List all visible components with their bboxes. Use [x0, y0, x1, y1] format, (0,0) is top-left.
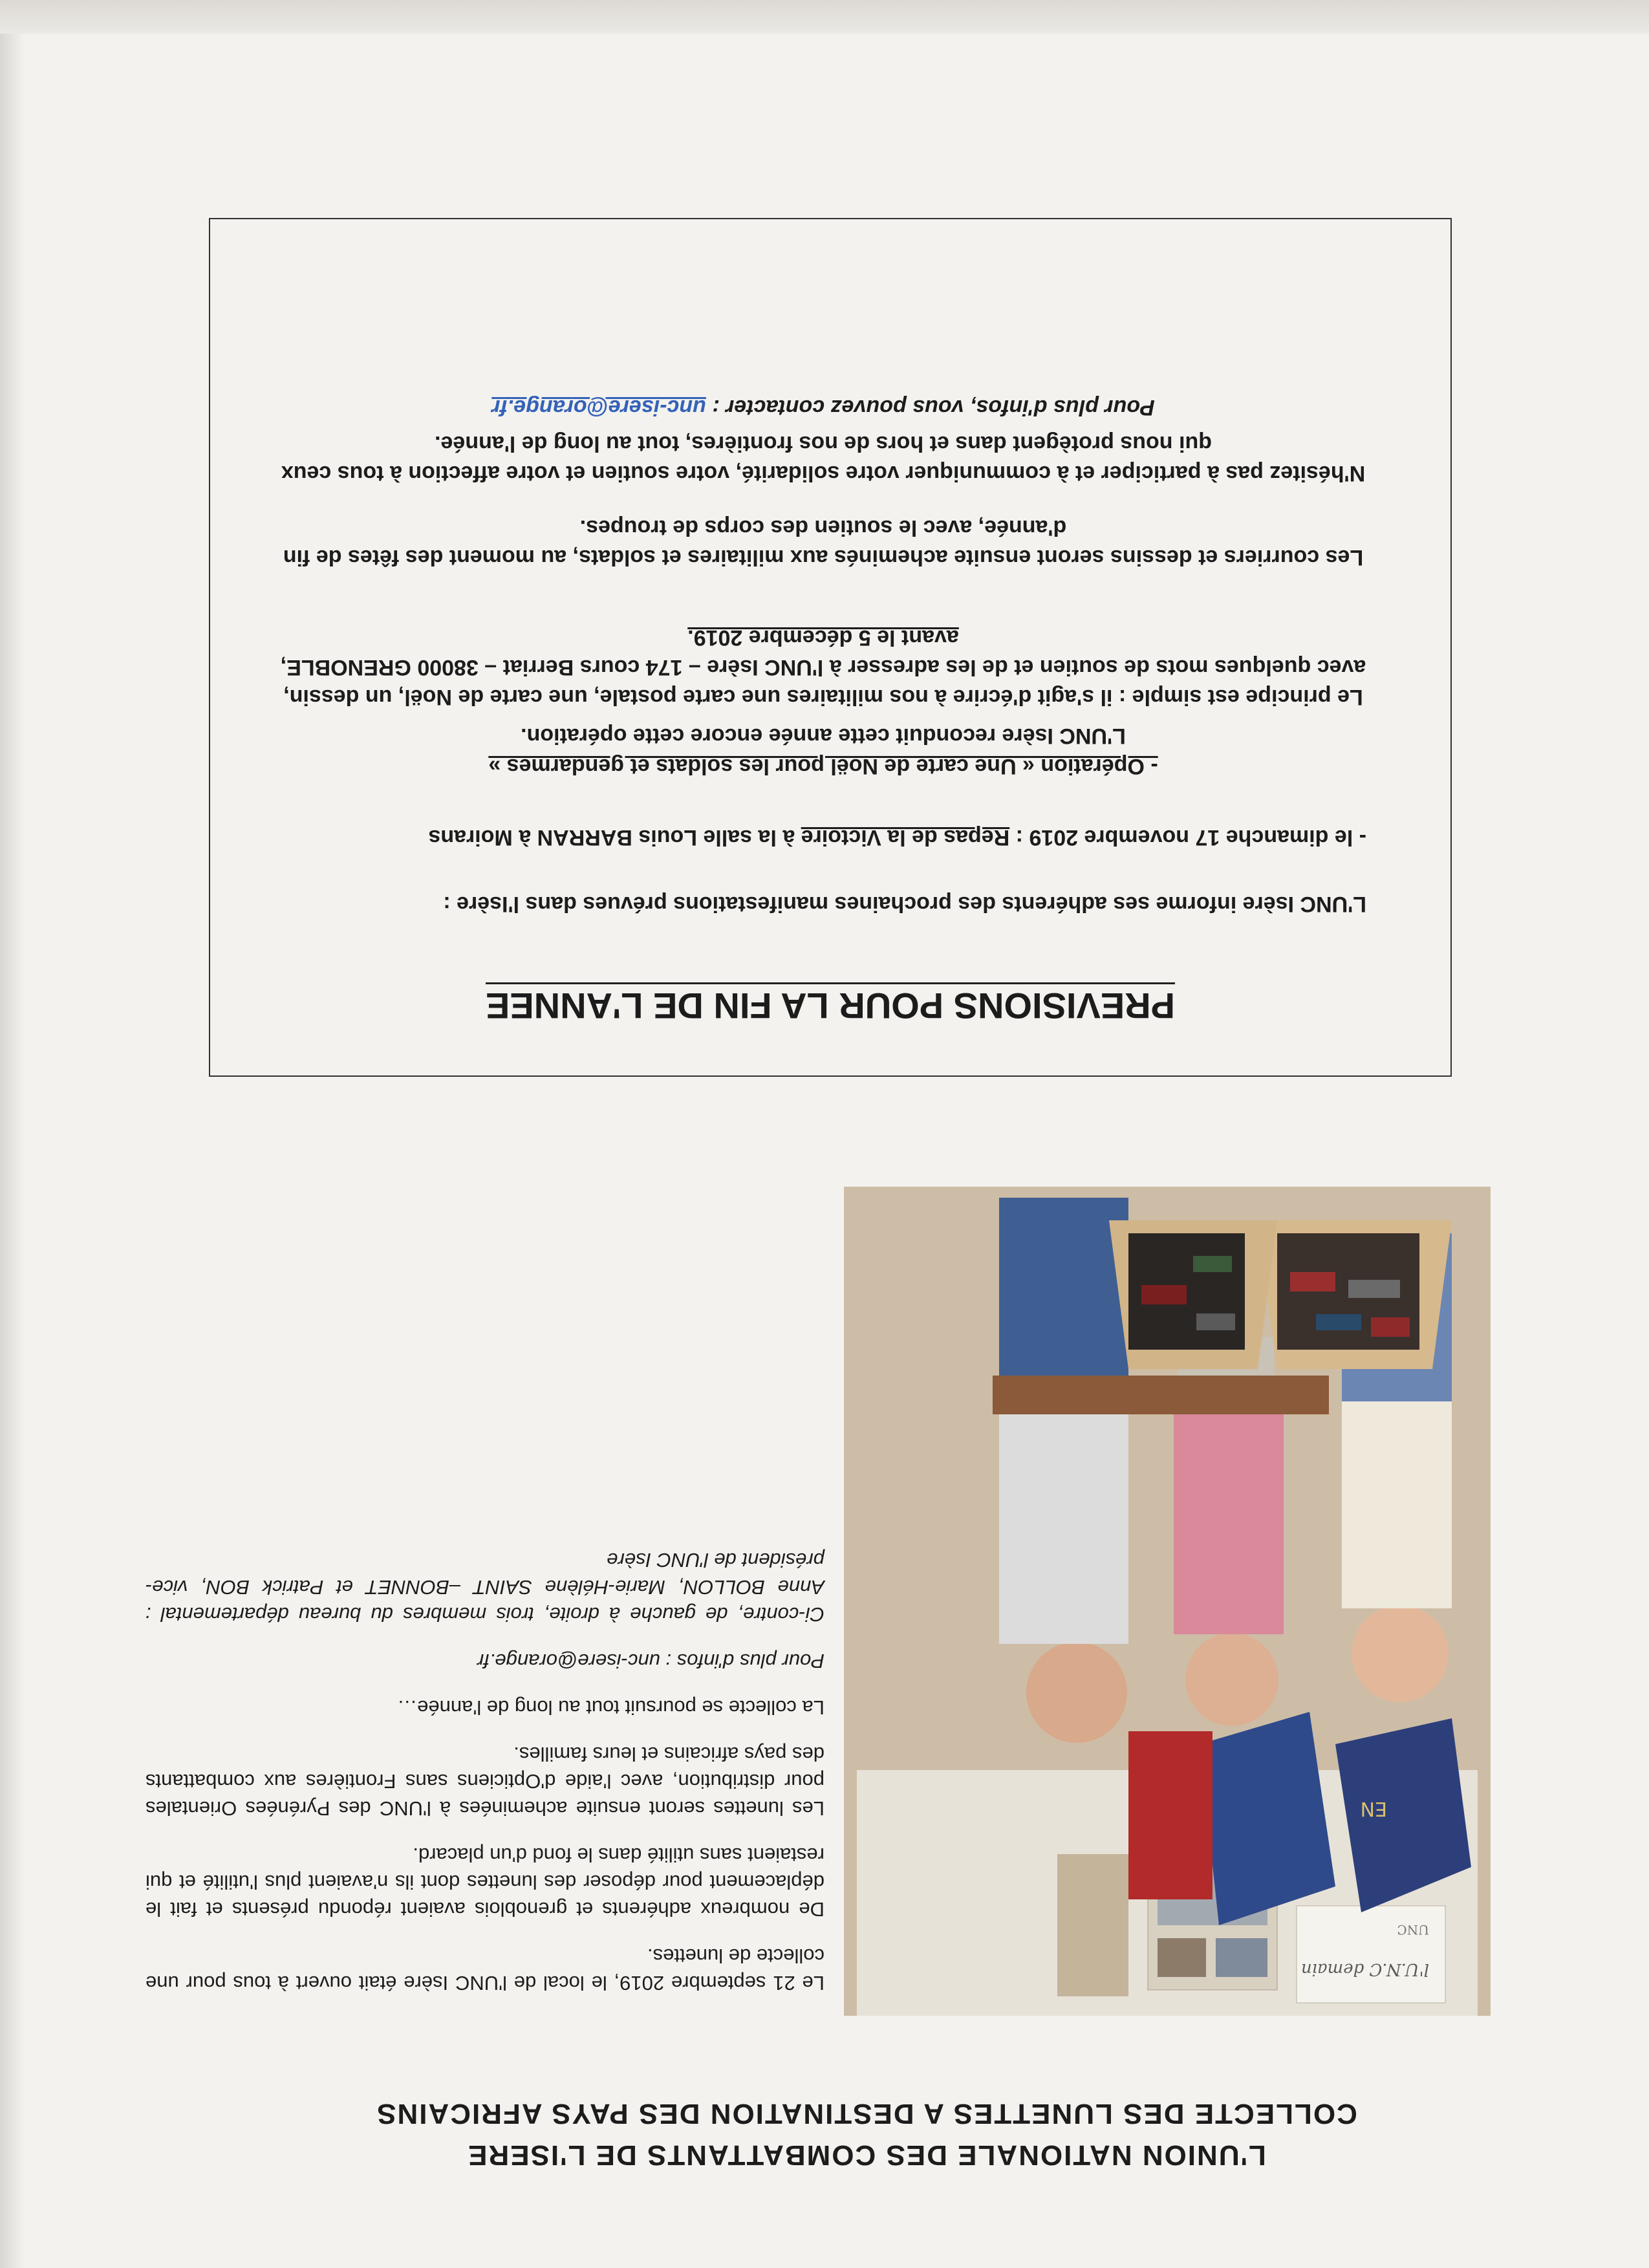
scan-edge-shadow — [0, 0, 25, 2268]
event-date: - le dimanche 17 novembre 2019 : — [1009, 825, 1366, 850]
courriers-paragraph: Les courriers et dessins seront ensuite acheminés aux militaires et soldats, au moment des fêtes de fin d'année, avec le soutien des corps de troupes. — [283, 515, 1364, 570]
photo-sign-text: l'U.N.C demain — [1300, 1960, 1429, 1979]
operation-principle-text: Le principe est simple : il s'agit d'écrire à nos militaires une carte postale, une carte de Noël, un dessin, avec quelques mots de soutien et de les adresser à l'UNC Isère – 174 cours Berriat – 38000 GRENOBLE, — [280, 655, 1366, 709]
collecte-photo-illustration — [844, 1187, 1491, 2016]
lunettes-contact — [146, 1647, 824, 1674]
lunettes-contact-label: Pour plus d'infos : — [660, 1650, 824, 1672]
collecte-photo — [844, 1187, 1491, 2016]
photo-flag-text: EN — [1360, 1797, 1387, 1820]
operation-deadline: avant le 5 décembre 2019. — [687, 625, 959, 650]
event-name: Repas de la Victoire — [801, 825, 1010, 850]
event-repas-victoire — [280, 823, 1366, 852]
photo-sign-text-2: UNC — [1397, 1922, 1429, 1938]
operation-title — [280, 751, 1366, 781]
lunettes-article — [146, 1527, 824, 1996]
lunettes-contact-email[interactable]: unc-isere@orange.fr — [477, 1650, 660, 1672]
lunettes-paragraph-2: De nombreux adhérents et grenoblois avaient répondu présents et fait le déplacement pour déposer des lunettes dont ils n'avaient plus l'utilité et qui restaient sans utilité dans le fond d'un placard. — [146, 1844, 824, 1921]
operation-principle — [280, 623, 1366, 712]
previsions-box — [209, 218, 1452, 1077]
operation-intro: L'UNC Isère reconduit cette année encore cette opération. — [521, 724, 1126, 748]
operation-title-text: - Opération « Une carte de Noël pour les soldats et gendarmes » — [488, 754, 1158, 779]
lunettes-paragraph-1: Le 21 septembre 2019, le local de l'UNC Isère était ouvert à tous pour une collecte de lunettes. — [146, 1945, 824, 1994]
document-subtitle: COLLECTE DES LUNETTES A DESTINATION DES PAYS AFRICAINS — [376, 2098, 1357, 2130]
scan-bottom-band — [0, 0, 1649, 34]
previsions-title — [210, 985, 1450, 1027]
lunettes-paragraph-3: Les lunettes seront ensuite acheminées à l'UNC des Pyrénées Orientales pour distribution, avec l'aide d'Opticiens sans Frontières aux combattants des pays africains et leurs familles. — [146, 1743, 824, 1820]
lunettes-paragraph-4: La collecte se poursuit tout au long de l'année… — [397, 1696, 824, 1719]
previsions-intro: L'UNC Isère informe ses adhérents des prochaines manifestations prévues dans l'Isère : — [443, 892, 1366, 916]
previsions-contact — [280, 393, 1366, 422]
previsions-contact-label: Pour plus d'infos, vous pouvez contacter : — [706, 395, 1155, 420]
document-title: L'UNION NATIONALE DES COMBATTANTS DE L'ISERE — [467, 2139, 1266, 2171]
event-location: à la salle Louis BARRAN à Moirans — [428, 825, 801, 850]
appeal-paragraph: N'hésitez pas à participer et à communiquer votre solidarité, votre soutien et votre affection à tous ceux qui nous protègent dans et hors de nos frontières, tout au long de l'année. — [281, 431, 1366, 486]
photo-caption: Ci-contre, de gauche à droite, trois membres du bureau départemental : Anne BOLLON, Marie-Hélène SAINT –BONNET et Patrick BON, vice-président de l'UNC Isère — [146, 1549, 824, 1626]
previsions-contact-email[interactable]: unc-isere@orange.fr — [491, 395, 706, 420]
previsions-title-text: PREVISIONS POUR LA FIN DE L'ANNEE — [486, 982, 1175, 1026]
